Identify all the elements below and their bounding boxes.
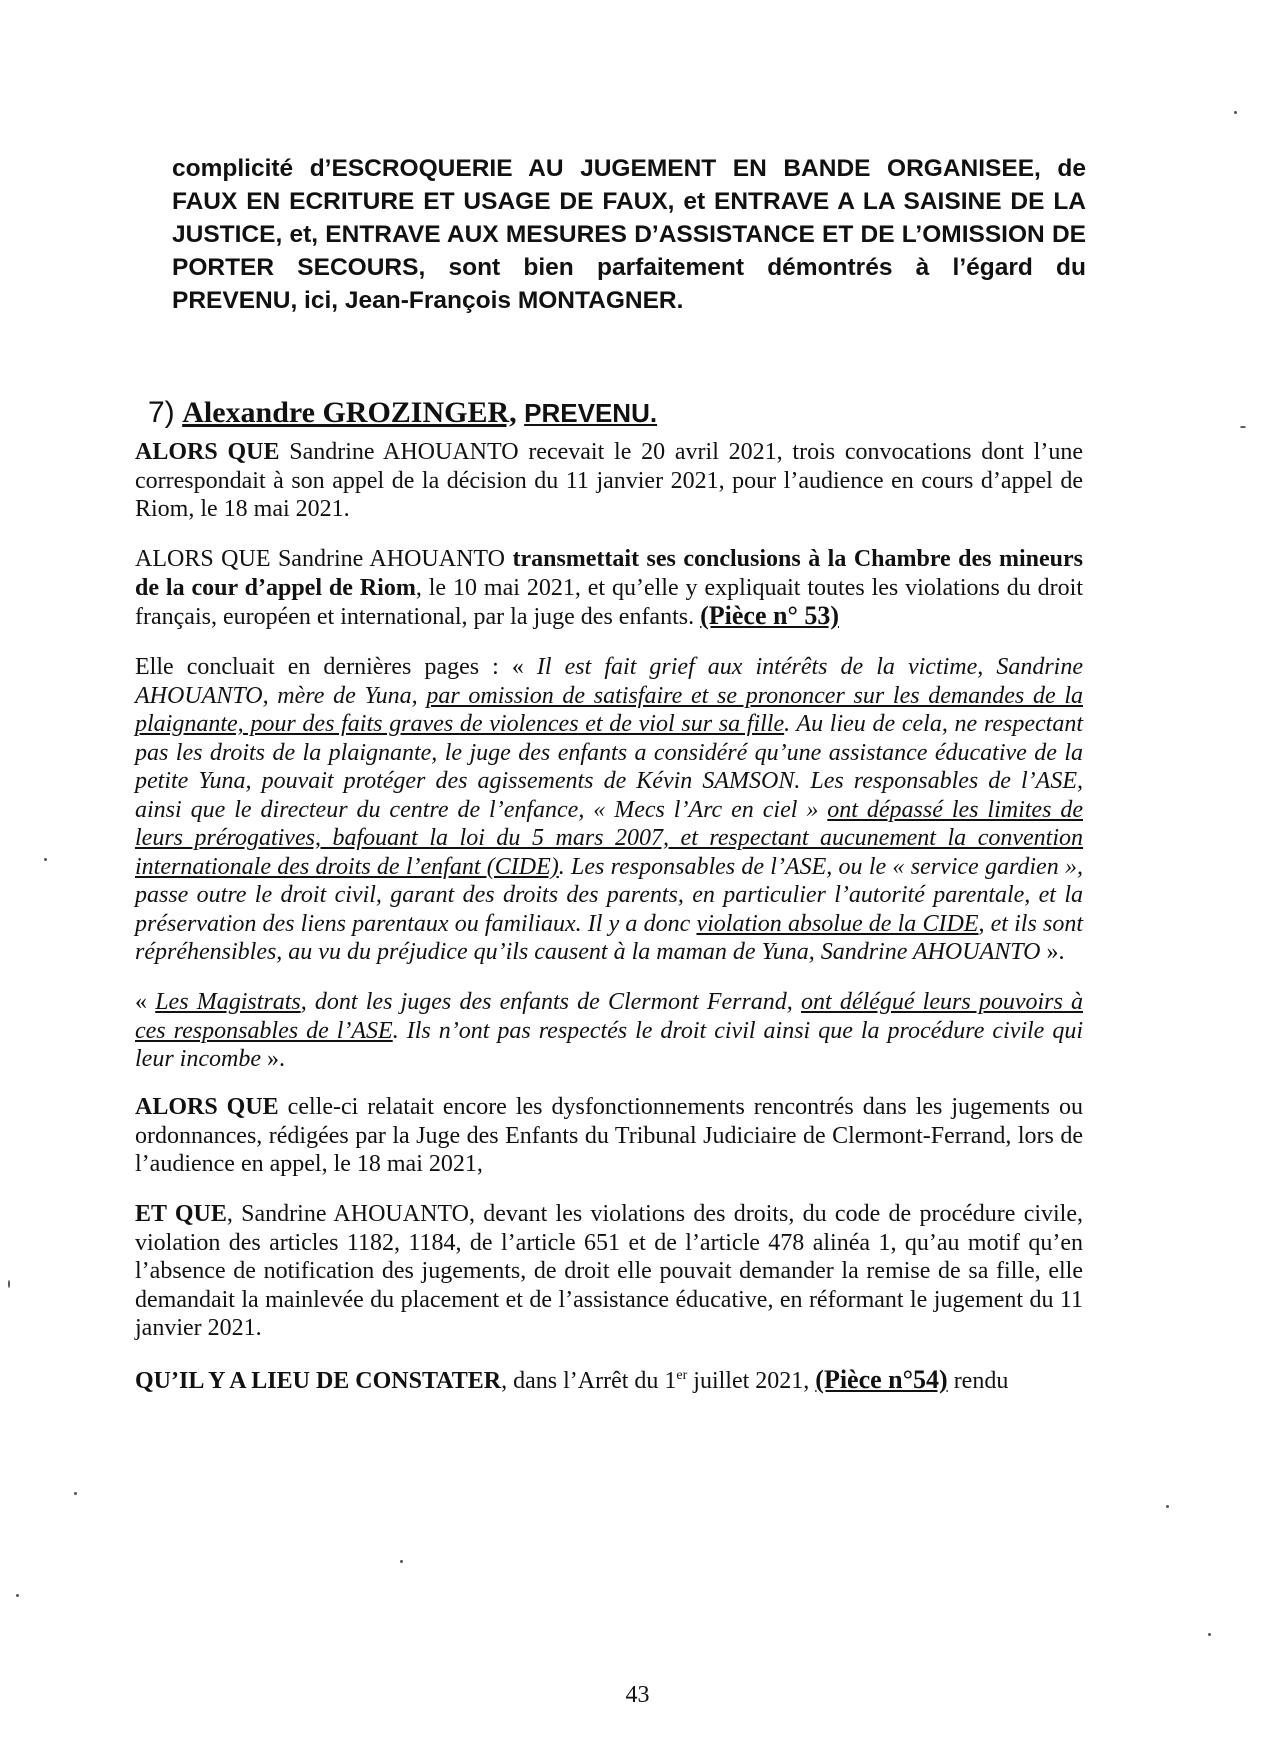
paragraph-4-quote — [135, 988, 1083, 1074]
scan-speck — [1208, 1633, 1211, 1636]
p3-underlined-g: violation absolue de la CIDE — [696, 910, 979, 937]
scan-speck — [400, 1560, 403, 1563]
paragraph-6 — [135, 1200, 1083, 1343]
paragraph-2 — [135, 545, 1083, 632]
p3-underlined-e: ont dépassé les limites de leurs prérogatives, bafouant la loi du 5 mars 2007, et respectant aucunement la convention internationale des droits de l’enfant (CIDE) — [135, 796, 1084, 880]
p3-italic-f: . Les responsables de l’ASE, ou le « service gardien », passe outre le droit civil, garant des droits des parents, en particulier l’autorité parentale, et la préservation des liens parentaux ou familiaux. Il y a donc — [135, 853, 1083, 937]
p2-bold: transmettait ses conclusions à la Chambre des mineurs de la cour d’appel de Riom — [135, 546, 1083, 601]
scan-speck — [1166, 1505, 1169, 1508]
paragraph-7 — [135, 1362, 1083, 1396]
lead-alors-que: ALORS QUE — [135, 439, 280, 465]
p4-underlined-d: ont délégué leurs pouvoirs à ces responsables de l’ASE — [135, 989, 1084, 1044]
scan-speck — [1234, 111, 1237, 114]
piece-53-reference: (Pièce n° 53) — [700, 601, 839, 630]
p7-superscript: er — [676, 1368, 688, 1383]
p3-close: ». — [1040, 939, 1065, 965]
p7-text-b: juillet 2021, — [687, 1368, 816, 1394]
scan-speck — [16, 1594, 19, 1597]
p2-text-c: , le 10 mai 2021, et qu’elle y expliquait toutes les violations du droit français, européen et international, par la juge des enfants. — [135, 574, 1084, 630]
p4-italic-e: . Ils n’ont pas respectés le droit civil ainsi que la procédure civile qui leur incombe — [135, 1017, 1083, 1072]
paragraph-5-text: celle-ci relatait encore les dysfonctionnements rencontrés dans les jugements ou ordonnances, rédigées par la Juge des Enfants du Tribunal Judiciaire de Clermont-Ferrand, lors de l’audience en appel, le 18 mai 2021, — [135, 1094, 1083, 1177]
scan-speck — [44, 858, 47, 861]
section-heading — [148, 396, 657, 430]
paragraph-6-text: , Sandrine AHOUANTO, devant les violations des droits, du code de procédure civile, violation des articles 1182, 1184, de l’article 651 et de l’article 478 alinéa 1, qu’au motif qu’en l’absence de notification des jugements, de droit elle pouvait demander la remise de sa fille, elle demandait la mainlevée du placement et de l’assistance éducative, en réformant le jugement du 11 janvier 2021. — [135, 1201, 1083, 1341]
lead-et-que: ET QUE — [135, 1201, 227, 1227]
section-number: 7) — [148, 396, 175, 429]
paragraph-5 — [135, 1093, 1083, 1179]
p7-text-a: , dans l’Arrêt du 1 — [501, 1368, 677, 1394]
lead-alors-que-2: ALORS QUE — [135, 1094, 279, 1120]
p7-text-c: rendu — [947, 1368, 1009, 1394]
piece-54-reference: (Pièce n°54) — [815, 1365, 948, 1394]
p3-italic-d: . Au lieu de cela, ne respectant pas les droits de la plaignante, le juge des enfants a considéré qu’une assistance éducative de la petite Yuna, pouvait protéger des agissements de Kévin SAMSON. Les responsables de l’ASE, ainsi que le directeur du centre de l’enfance, « Mecs l’Arc en ciel » — [135, 711, 1084, 823]
section-name: Alexandre GROZINGER, — [182, 396, 517, 429]
p4-close: ». — [260, 1046, 285, 1072]
scan-speck — [74, 1492, 77, 1495]
p3-italic-b: Il est fait grief aux intérêts de la victime, Sandrine AHOUANTO, mère de Yuna, — [135, 654, 1083, 709]
lead-constater: QU’IL Y A LIEU DE CONSTATER — [135, 1368, 502, 1394]
p3-intro: Elle concluait en dernières pages : « — [135, 654, 537, 680]
paragraph-1-text: Sandrine AHOUANTO recevait le 20 avril 2021, trois convocations dont l’une correspondait à son appel de la décision du 11 janvier 2021, pour l’audience en cours d’appel de Riom, le 18 mai 2021. — [135, 439, 1083, 522]
p2-text-a: ALORS QUE Sandrine AHOUANTO — [135, 546, 513, 572]
p4-open: « — [135, 989, 156, 1015]
section-role: PREVENU. — [524, 398, 658, 428]
paragraph-3-quote — [135, 653, 1083, 967]
paragraph-1 — [135, 438, 1083, 524]
p4-italic-c: , dont les juges des enfants de Clermont Ferrand, — [300, 989, 801, 1015]
p3-italic-h: , et ils sont répréhensibles, au vu du préjudice qu’ils causent à la maman de Yuna, Sandrine AHOUANTO — [135, 910, 1084, 965]
intro-paragraph: complicité d’ESCROQUERIE AU JUGEMENT EN BANDE ORGANISEE, de FAUX EN ECRITURE ET USAGE DE FAUX, et ENTRAVE A LA SAISINE DE LA JUSTICE, et, ENTRAVE AUX MESURES D’ASSISTANCE ET DE L’OMISSION DE PORTER SECOURS, sont bien parfaitement démontrés à l’égard du PREVENU, ici, Jean-François MONTAGNER. — [172, 155, 1086, 314]
scan-speck — [1240, 426, 1246, 428]
p4-underlined-b: Les Magistrats — [155, 989, 301, 1015]
page-number: 43 — [625, 1682, 650, 1708]
scan-speck — [8, 1280, 10, 1288]
p3-underlined-c: par omission de satisfaire et se prononcer sur les demandes de la plaignante, pour des faits graves de violences et de viol sur sa fille — [135, 682, 1083, 737]
